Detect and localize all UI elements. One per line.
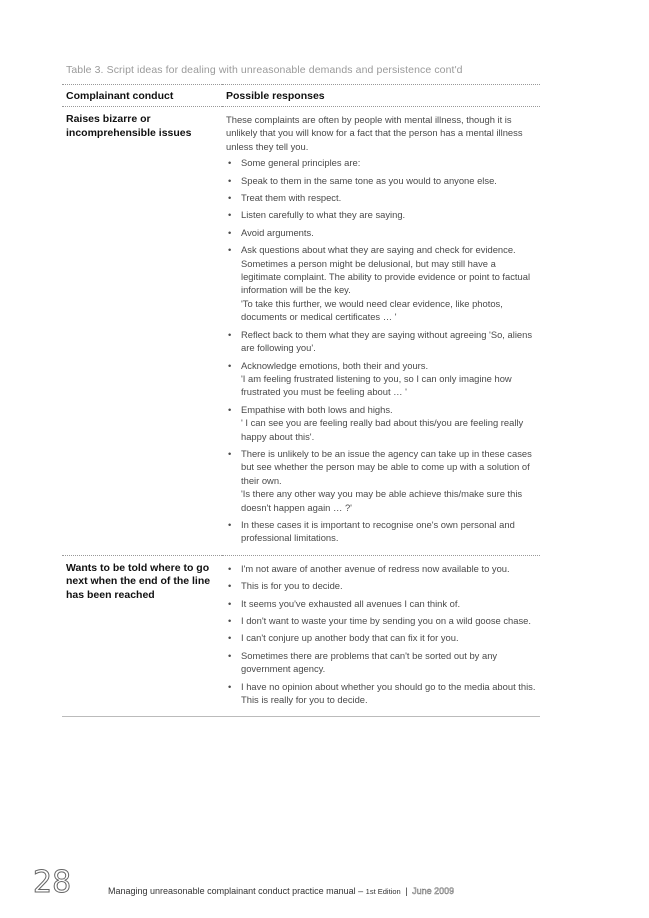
bullet-icon: • <box>228 359 232 371</box>
conduct-label: Wants to be told where to go next when the end of the line has been reached <box>66 561 211 601</box>
list-item <box>226 208 536 221</box>
bullet-icon: • <box>228 192 232 204</box>
list-item <box>226 191 536 204</box>
bullet-icon: • <box>228 632 232 644</box>
bullet-icon: • <box>228 615 232 626</box>
bullet-icon: • <box>228 518 232 530</box>
list-item <box>226 562 536 575</box>
list-item-text: I'm not aware of another avenue of redress now available to you. <box>241 562 510 574</box>
list-item <box>226 680 536 707</box>
list-item-text: I have no opinion about whether you should go to the media about this. This is really for you to decide. <box>241 680 536 706</box>
table-row <box>62 107 540 556</box>
list-item-text: Avoid arguments. <box>241 226 314 238</box>
list-item-text: Acknowledge emotions, both their and yours. <box>241 359 429 371</box>
bullet-icon: • <box>228 403 232 415</box>
list-item-text: There is unlikely to be an issue the agency can take up in these cases but see whether the person may be able to come up with a solution of their own. <box>241 447 532 486</box>
list-item <box>226 328 536 355</box>
list-item-text: Treat them with respect. <box>241 192 342 204</box>
bullet-icon: • <box>228 580 232 592</box>
page-number: 28 <box>33 865 72 900</box>
bullet-icon: • <box>228 226 232 238</box>
footer-manual-title: Managing unreasonable complainant conduct practice manual – <box>108 886 366 896</box>
footer-separator: | <box>405 886 408 896</box>
list-item-text: Empathise with both lows and highs. <box>241 403 393 415</box>
list-item-text: Some general principles are: <box>241 157 361 169</box>
example-script: 'Is there any other way you may be able achieve this/make sure this doesn't happen again … ?' <box>241 488 523 513</box>
conduct-cell <box>62 555 222 717</box>
footer-edition: 1st Edition <box>365 887 401 896</box>
table-header-row <box>62 85 540 107</box>
list-item-text: Speak to them in the same tone as you would to anyone else. <box>241 174 497 186</box>
bullet-icon: • <box>228 597 232 609</box>
list-item-text: Listen carefully to what they are saying. <box>241 209 406 221</box>
footer-title <box>108 886 454 896</box>
column-header-responses: Possible responses <box>222 85 540 107</box>
example-script: 'To take this further, we would need clear evidence, like photos, documents or medical certificates … ' <box>241 297 503 323</box>
bullet-icon: • <box>228 562 232 574</box>
bullet-icon: • <box>228 680 232 692</box>
bullet-icon: • <box>228 157 232 169</box>
conduct-cell <box>62 107 222 556</box>
responses-list <box>226 156 536 545</box>
list-item <box>226 174 536 187</box>
bullet-icon: • <box>228 209 232 221</box>
list-item <box>226 614 536 627</box>
list-item-text: Reflect back to them what they are saying without agreeing 'So, aliens are following you'. <box>241 328 533 354</box>
list-item <box>226 403 536 443</box>
list-item-text: I don't want to waste your time by sending you on a wild goose chase. <box>241 615 531 626</box>
example-script: ' I can see you are feeling really bad about this/you are feeling really happy about this'. <box>241 417 524 442</box>
list-item <box>226 156 536 169</box>
list-item <box>226 579 536 592</box>
list-item <box>226 518 536 545</box>
list-item <box>226 226 536 239</box>
list-item <box>226 597 536 610</box>
list-item <box>226 447 536 514</box>
list-item <box>226 359 536 399</box>
example-script: 'I am feeling frustrated listening to you, so I can only imagine how frustrated you must be feeling about … ' <box>241 372 512 398</box>
column-header-conduct: Complainant conduct <box>62 85 222 107</box>
table-row <box>62 555 540 717</box>
bullet-icon: • <box>228 244 232 256</box>
responses-cell <box>222 555 540 717</box>
responses-intro: These complaints are often by people with mental illness, though it is unlikely that you will know for a fact that the person has a mental illness unless they tell you. <box>226 114 523 152</box>
table-caption: Table 3. Script ideas for dealing with unreasonable demands and persistence cont'd <box>66 64 463 76</box>
list-item <box>226 243 536 323</box>
table-body <box>62 107 540 717</box>
list-item-text: Ask questions about what they are saying and check for evidence. Sometimes a person might be delusional, but may still have a legitimate complaint. The ability to provide evidence or point to factual information will be the key. <box>241 244 531 296</box>
responses-cell <box>222 107 540 556</box>
list-item <box>226 631 536 644</box>
list-item-text: In these cases it is important to recognise one's own personal and professional limitations. <box>241 518 515 544</box>
bullet-icon: • <box>228 328 232 340</box>
bullet-icon: • <box>228 174 232 186</box>
bullet-icon: • <box>228 649 232 661</box>
bullet-icon: • <box>228 447 232 459</box>
list-item-text: Sometimes there are problems that can't be sorted out by any government agency. <box>241 649 498 675</box>
list-item <box>226 649 536 676</box>
responses-list <box>226 562 536 707</box>
list-item-text: I can't conjure up another body that can fix it for you. <box>241 632 459 644</box>
conduct-label: Raises bizarre or incomprehensible issues <box>66 113 192 139</box>
list-item-text: It seems you've exhausted all avenues I can think of. <box>241 597 461 609</box>
list-item-text: This is for you to decide. <box>241 580 343 592</box>
script-ideas-table <box>62 84 540 717</box>
footer-date: June 2009 <box>412 886 455 896</box>
